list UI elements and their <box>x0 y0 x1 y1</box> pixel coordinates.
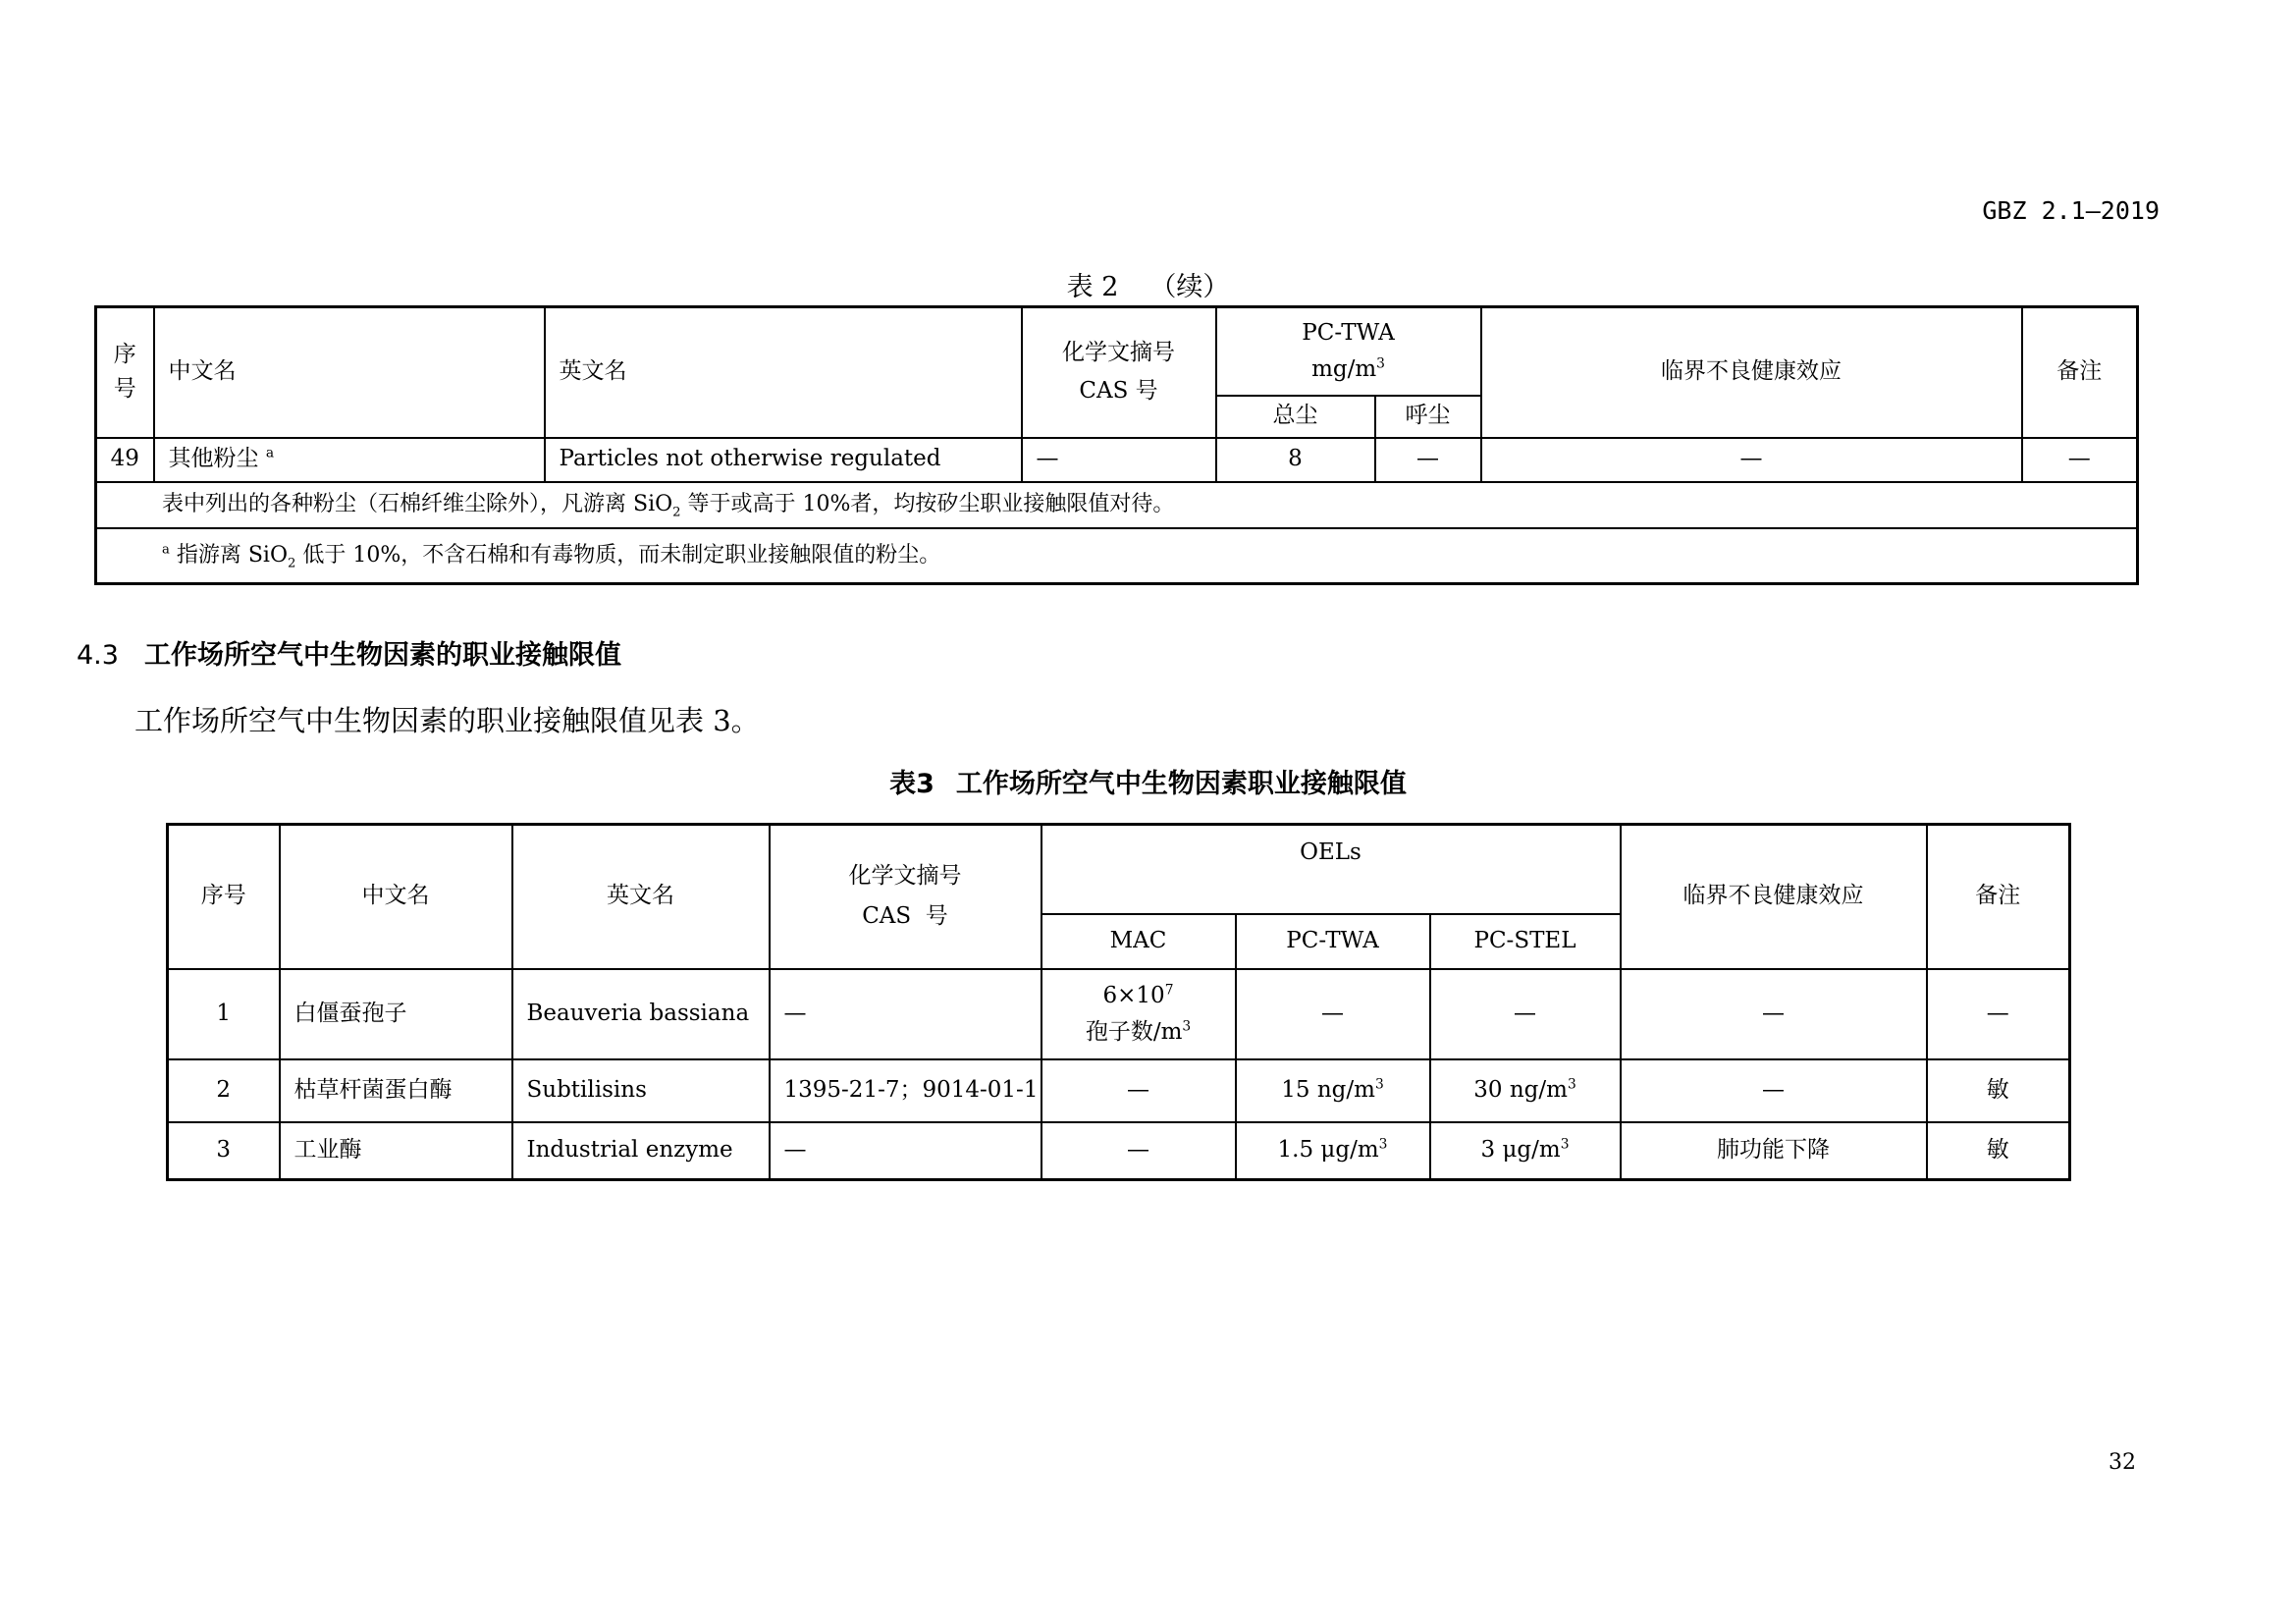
t3-cell-pcstel: 3 $\mu g/m^3$ <box>1430 1122 1621 1180</box>
table3-caption-label: 表3 <box>889 769 934 799</box>
table-row <box>168 1122 2070 1180</box>
t3-cell-seq: 2 <box>168 1059 280 1122</box>
t2-cell-remark: — <box>2022 438 2138 482</box>
t3-cell-pctwa: 1.5 $\mu g/m^3$ <box>1236 1122 1430 1180</box>
t3-cell-pctwa: — <box>1236 969 1430 1059</box>
table3-caption-title: 工作场所空气中生物因素职业接触限值 <box>955 769 1407 799</box>
table-row <box>96 438 2138 482</box>
t3-cell-mac: — <box>1041 1122 1236 1180</box>
table-row <box>168 969 2070 1059</box>
section-title: 工作场所空气中生物因素的职业接触限值 <box>143 640 621 671</box>
t3-header-pctwa: PC-TWA <box>1236 914 1430 969</box>
t3-cell-remark: 敏 <box>1927 1122 2070 1180</box>
t3-header-pcstel: PC-STEL <box>1430 914 1621 969</box>
t2-cell-seq: 49 <box>96 438 154 482</box>
table2-note-2: $^a$ 指游离 SiO$_2$ 低于 10%，不含石棉和有毒物质，而未制定职业接触限值的粉尘。 <box>96 528 2138 584</box>
t2-cell-cn-name: 其他粉尘 $^a$ <box>154 438 545 482</box>
t3-cell-mac: — <box>1041 1059 1236 1122</box>
t3-cell-remark: 敏 <box>1927 1059 2070 1122</box>
t3-cell-mac: $6\times 10^7$ 孢子数$/m^3$ <box>1041 969 1236 1059</box>
t3-header-oels: OELs <box>1041 825 1621 914</box>
t3-cell-cn-name: 工业酶 <box>280 1122 512 1180</box>
t2-header-en-name: 英文名 <box>545 307 1022 438</box>
t2-header-seq: 序号 <box>96 307 154 438</box>
t3-cell-cas: — <box>770 1122 1041 1180</box>
table2-caption-label: 表 2 <box>1066 272 1119 302</box>
table3-caption <box>0 762 2296 800</box>
t3-cell-en-name: Subtilisins <box>512 1059 770 1122</box>
table3 <box>166 823 2071 1181</box>
t3-cell-en-name: Industrial enzyme <box>512 1122 770 1180</box>
t3-cell-effect: 肺功能下降 <box>1621 1122 1927 1180</box>
t2-cell-effect: — <box>1481 438 2022 482</box>
t3-cell-effect: — <box>1621 969 1927 1059</box>
t3-cell-effect: — <box>1621 1059 1927 1122</box>
t3-header-remark: 备注 <box>1927 825 2070 969</box>
t2-cell-total: 8 <box>1216 438 1375 482</box>
table-row <box>168 1059 2070 1122</box>
t3-header-effect: 临界不良健康效应 <box>1621 825 1927 969</box>
t2-cell-resp: — <box>1375 438 1481 482</box>
t3-cell-cas: 1395-21-7；9014-01-1 <box>770 1059 1041 1122</box>
table2-note-1: 表中列出的各种粉尘（石棉纤维尘除外），凡游离 SiO$_2$ 等于或高于 10%者，均按矽尘职业接触限值对待。 <box>96 482 2138 528</box>
t2-header-pctwa: PC-TWA $mg/m^3$ <box>1216 307 1481 396</box>
t3-cell-pctwa: 15 $ng/m^3$ <box>1236 1059 1430 1122</box>
t3-cell-cn-name: 白僵蚕孢子 <box>280 969 512 1059</box>
table2-caption <box>0 265 2296 303</box>
section-paragraph: 工作场所空气中生物因素的职业接触限值见表 3。 <box>134 704 760 737</box>
t3-cell-seq: 1 <box>168 969 280 1059</box>
t3-header-mac: MAC <box>1041 914 1236 969</box>
t2-header-resp-dust: 呼尘 <box>1375 396 1481 438</box>
t2-cell-cas: — <box>1022 438 1216 482</box>
t2-header-remark: 备注 <box>2022 307 2138 438</box>
t3-cell-cn-name: 枯草杆菌蛋白酶 <box>280 1059 512 1122</box>
page-number: 32 <box>2109 1450 2136 1475</box>
table2-caption-continued: （续） <box>1149 272 1230 302</box>
t3-cell-en-name: Beauveria bassiana <box>512 969 770 1059</box>
standard-code: GBZ 2.1—2019 <box>1982 196 2160 225</box>
t3-header-cas: 化学文摘号 CAS 号 <box>770 825 1041 969</box>
t2-cell-en-name: Particles not otherwise regulated <box>545 438 1022 482</box>
section-number: 4.3 <box>77 640 119 671</box>
t2-header-effect: 临界不良健康效应 <box>1481 307 2022 438</box>
t3-header-seq: 序号 <box>168 825 280 969</box>
t3-cell-pcstel: 30 $ng/m^3$ <box>1430 1059 1621 1122</box>
t3-header-en-name: 英文名 <box>512 825 770 969</box>
t3-cell-remark: — <box>1927 969 2070 1059</box>
table2 <box>94 305 2139 585</box>
t3-cell-cas: — <box>770 969 1041 1059</box>
t3-cell-pcstel: — <box>1430 969 1621 1059</box>
section-heading <box>77 633 621 672</box>
t3-header-cn-name: 中文名 <box>280 825 512 969</box>
t2-header-total-dust: 总尘 <box>1216 396 1375 438</box>
t2-header-cn-name: 中文名 <box>154 307 545 438</box>
t3-cell-seq: 3 <box>168 1122 280 1180</box>
t2-header-cas: 化学文摘号 CAS 号 <box>1022 307 1216 438</box>
